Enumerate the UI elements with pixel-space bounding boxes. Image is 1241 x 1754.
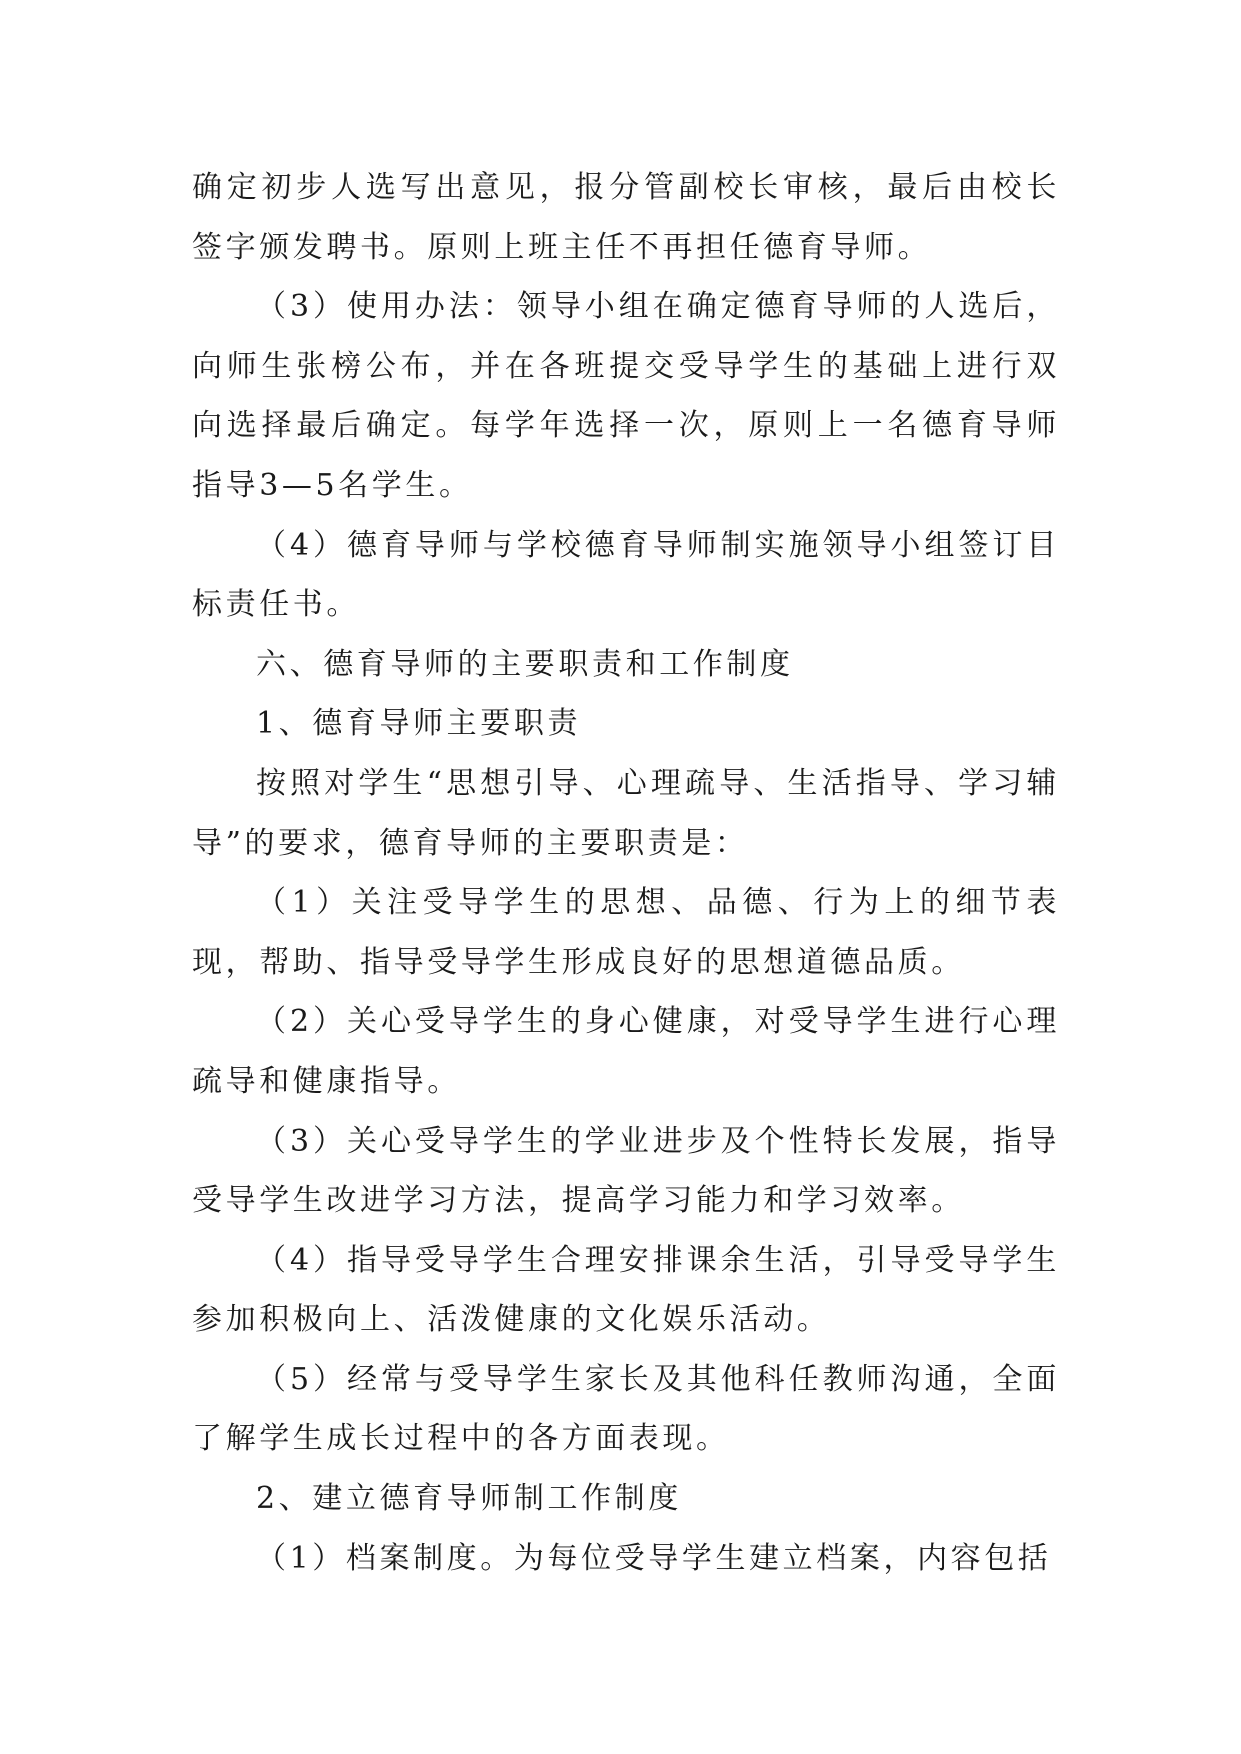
list-item-duty-2: （2）关心受导学生的身心健康，对受导学生进行心理疏导和健康指导。 (192, 1004, 1060, 1099)
list-item-duty-5: （5）经常与受导学生家长及其他科任教师沟通，全面了解学生成长过程中的各方面表现。 (192, 1361, 1060, 1457)
paragraph-responsibility-letter: （4）德育导师与学校德育导师制实施领导小组签订目标责任书。 (192, 527, 1060, 623)
paragraph-usage-method: （3）使用办法：领导小组在确定德育导师的人选后，向师生张榜公布，并在各班提交受导学生的基础上进行双向选择最后确定。每学年选择一次，原则上一名德育导师指导3—5名学生。 (192, 289, 1060, 503)
document-body (192, 158, 1060, 1588)
subheading-work-system: 2、建立德育导师制工作制度 (256, 1481, 682, 1517)
paragraph-appointment-continued: 确定初步人选写出意见，报分管副校长审核，最后由校长签字颁发聘书。原则上班主任不再担任德育导师。 (192, 170, 1060, 265)
section-heading-duties-and-system: 六、德育导师的主要职责和工作制度 (256, 646, 794, 682)
list-item-duty-4: （4）指导受导学生合理安排课余生活，引导受导学生参加积极向上、活泼健康的文化娱乐活动。 (192, 1242, 1060, 1338)
subheading-main-duties: 1、德育导师主要职责 (256, 706, 582, 742)
paragraph-duties-intro: 按照对学生“思想引导、心理疏导、生活指导、学习辅导”的要求，德育导师的主要职责是： (192, 765, 1060, 861)
list-item-duty-3: （3）关心受导学生的学业进步及个性特长发展，指导受导学生改进学习方法，提高学习能力和学习效率。 (192, 1123, 1060, 1219)
list-item-duty-1: （1）关注受导学生的思想、品德、行为上的细节表现，帮助、指导受导学生形成良好的思想道德品质。 (192, 885, 1060, 980)
list-item-archive-system: （1）档案制度。为每位受导学生建立档案，内容包括 (256, 1540, 1052, 1576)
